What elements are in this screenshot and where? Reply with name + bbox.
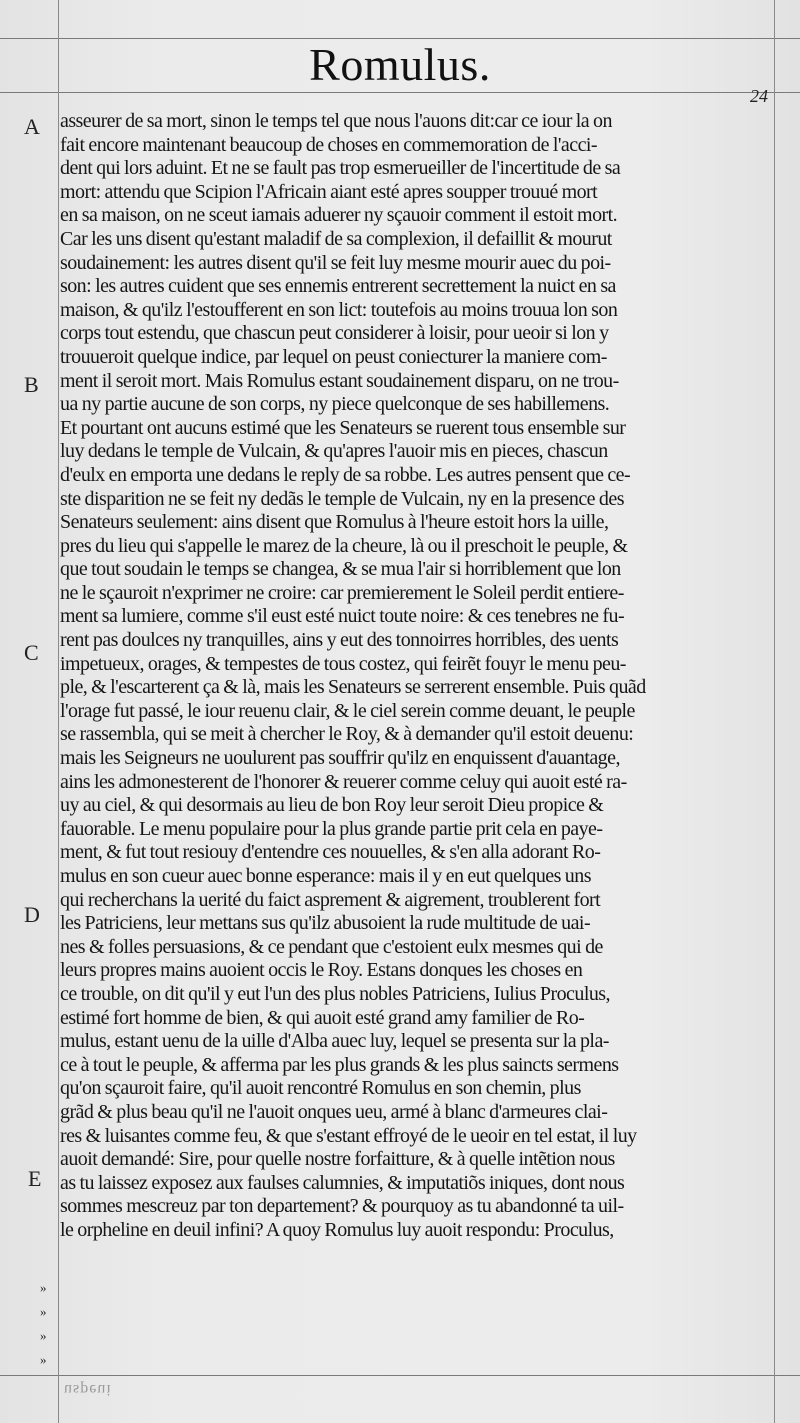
text-line: auoit demandé: Sire, pour quelle nostre forfaitture, & à quelle intẽtion nous <box>60 1148 615 1171</box>
running-title: Romulus. <box>309 39 491 90</box>
margin-letter-b: B <box>24 372 39 397</box>
text-line: d'eulx en emporta une dedans le reply de sa robbe. Les autres pensent que ce- <box>60 463 631 486</box>
bottom-rule <box>0 1375 800 1376</box>
text-line: qui recherchans la uerité du faict asprement & aigrement, troublerent fort <box>60 888 601 911</box>
body-text <box>60 110 772 1243</box>
text-line: ce à tout le peuple, & afferma par les plus grands & les plus saincts sermens <box>60 1053 619 1076</box>
text-line: l'orage fut passé, le iour reuenu clair, & le ciel serein comme deuant, le peuple <box>60 699 635 722</box>
text-line: leurs propres mains auoient occis le Roy. Estans donques les choses en <box>60 959 583 982</box>
text-line: luy dedans le temple de Vulcain, & qu'apres l'auoir mis en pieces, chascun <box>60 440 608 463</box>
text-line: trouueroit quelque indice, par lequel on peust coniecturer la maniere com- <box>60 345 607 368</box>
text-line: grãd & plus beau qu'il ne l'auoit onques ueu, armé à blanc d'armeures clai- <box>60 1100 608 1123</box>
text-line: impetueux, orages, & tempestes de tous costez, qui feirẽt fouyr le menu peu- <box>60 652 626 675</box>
header-rule <box>0 92 800 93</box>
text-line: maison, & qu'ilz l'estoufferent en son lict: toutefois au moins trouua lon son <box>60 298 618 321</box>
margin-quote-mark: » <box>40 1304 47 1319</box>
text-line: mulus, estant uenu de la uille d'Alba auec luy, lequel se presenta sur la pla- <box>60 1030 609 1053</box>
text-line: ment, & fut tout resiouy d'entendre ces nouuelles, & s'en alla adorant Ro- <box>60 841 601 864</box>
text-line: les Patriciens, leur mettans sus qu'ilz abusoient la rude multitude de uai- <box>60 912 591 935</box>
text-line: le orpheline en deuil infini? A quoy Romulus luy auoit respondu: Proculus, <box>60 1218 614 1241</box>
text-line: mort: attendu que Scipion l'Africain aiant esté apres soupper trouué mort <box>60 180 598 203</box>
text-line: sommes mescreuz par ton departement? & pourquoy as tu abandonné ta uil- <box>60 1195 624 1218</box>
text-line: que tout soudain le temps se changea, & se mua l'air si horriblement que lon <box>60 558 621 581</box>
text-line: mais les Seigneurs ne uoulurent pas souffrir qu'ilz en enquissent d'auantage, <box>60 747 620 770</box>
text-line: fait encore maintenant beaucoup de choses en commemoration de l'acci- <box>60 133 598 156</box>
text-line: ua ny partie aucune de son corps, ny piece quelconque de ses habillemens. <box>60 393 610 416</box>
text-line: ains les admonesterent de l'honorer & reuerer comme celuy qui auoit esté ra- <box>60 770 627 793</box>
text-line: ment sa lumiere, comme s'il eust esté nuict toute noire: & ces tenebres ne fu- <box>60 605 625 628</box>
text-line: ne le sçauroit n'exprimer ne croire: car premierement le Soleil perdit entiere- <box>60 581 624 604</box>
text-line: ce trouble, on dit qu'il y eut l'un des plus nobles Patriciens, Iulius Proculus, <box>60 982 610 1005</box>
text-line: qu'on sçauroit faire, qu'il auoit rencontré Romulus en son chemin, plus <box>60 1077 581 1100</box>
text-line: asseurer de sa mort, sinon le temps tel que nous l'auons dit:car ce iour la on <box>60 110 612 132</box>
text-line: Et pourtant ont aucuns estimé que les Senateurs se ruerent tous ensemble sur <box>60 416 626 439</box>
text-line: en sa maison, on ne sceut iamais aduerer ny sçauoir comment il estoit mort. <box>60 204 618 227</box>
margin-quote-mark: » <box>40 1280 47 1295</box>
text-line: ste disparition ne se feit ny dedãs le temple de Vulcain, ny en la presence des <box>60 487 624 510</box>
text-line: son: les autres cuident que ses ennemis entrerent secrettement la nuict en sa <box>60 275 616 298</box>
margin-letter-c: C <box>24 640 39 665</box>
right-margin-rule <box>774 0 775 1423</box>
text-line: Senateurs seulement: ains disent que Romulus à l'heure estoit hors la uille, <box>60 511 609 534</box>
margin-quote-mark: » <box>40 1328 47 1343</box>
text-line: estimé fort homme de bien, & qui auoit esté grand amy familier de Ro- <box>60 1006 585 1029</box>
text-line: pres du lieu qui s'appelle le marez de la cheure, là ou il preschoit le peuple, & <box>60 534 628 557</box>
text-line: uy au ciel, & qui desormais au lieu de bon Roy leur seroit Dieu propice & <box>60 794 604 817</box>
margin-letter-a: A <box>24 114 40 139</box>
text-line: corps tout estendu, que chascun peut considerer à loisir, pour ueoir si lon y <box>60 322 609 345</box>
text-line: Car les uns disent qu'estant maladif de sa complexion, il defaillit & mourut <box>60 227 612 250</box>
text-line: ple, & l'escarterent ça & là, mais les Senateurs se serrerent ensemble. Puis quãd <box>60 676 646 699</box>
margin-letter-e: E <box>28 1166 42 1191</box>
text-line: ment il seroit mort. Mais Romulus estant soudainement disparu, on ne trou- <box>60 369 619 392</box>
margin-quote-mark: » <box>40 1352 47 1367</box>
text-line: dent qui lors aduint. Et ne se fault pas trop esmerueiller de l'incertitude de sa <box>60 157 621 180</box>
left-margin-rule <box>58 0 59 1423</box>
text-line: soudainement: les autres disent qu'il se feit luy mesme mourir auec du poi- <box>60 251 611 274</box>
page-number: 24 <box>750 86 768 106</box>
text-line: res & luisantes comme feu, & que s'estant effroyé de le ueoir en tel estat, il luy <box>60 1124 637 1147</box>
bleed-through-text: uspeui <box>64 1381 112 1398</box>
text-line: fauorable. Le menu populaire pour la plus grande partie prit cela en paye- <box>60 817 603 840</box>
margin-letter-d: D <box>24 902 40 927</box>
text-line: se rassembla, qui se meit à chercher le Roy, & à demander qu'il estoit deuenu: <box>60 723 634 746</box>
text-line: nes & folles persuasions, & ce pendant que c'estoient eulx mesmes qui de <box>60 935 603 958</box>
text-line: mulus en son cueur auec bonne esperance: mais il y en eut quelques uns <box>60 865 591 887</box>
text-line: rent pas doulces ny tranquilles, ains y eut des tonnoirres horribles, des uents <box>60 629 619 652</box>
text-line: as tu laissez exposez aux faulses calumnies, & imputatiõs iniques, dont nous <box>60 1171 625 1194</box>
